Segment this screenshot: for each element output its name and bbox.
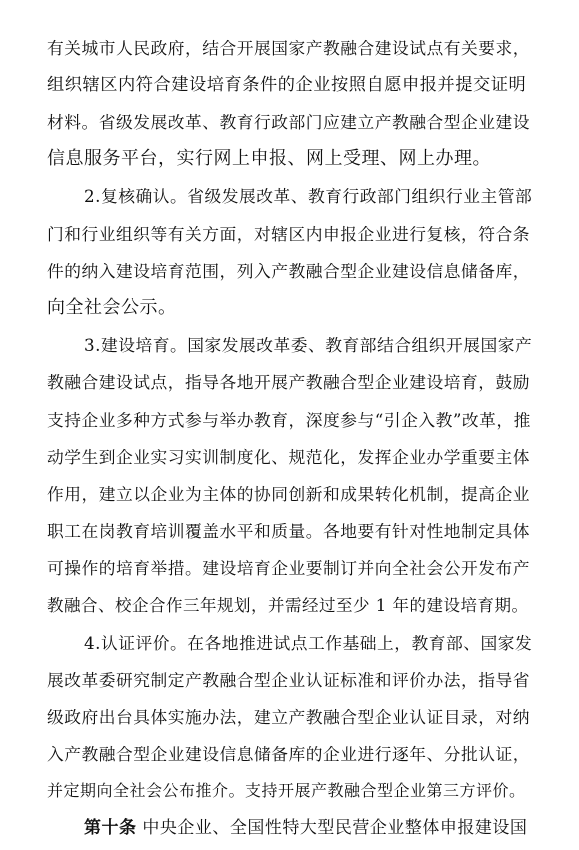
paragraph-4-first-line: 4.认证评价。在各地推进试点工作基础上，教育部、国家发 [84,633,533,653]
text-line: 门和行业组织等有关方面，对辖区内申报企业进行复核，符合条 [47,224,531,244]
text-line: 入产教融合型企业建设信息储备库的企业进行逐年、分批认证， [47,744,531,764]
text-line: 展改革委研究制定产教融合型企业认证标准和评价办法，指导省 [47,670,531,690]
text-line: 支持企业多种方式参与举办教育，深度参与“引企入教”改革，推 [47,410,531,430]
text-line: 动学生到企业实习实训制度化、规范化，发挥企业办学重要主体 [47,447,531,467]
text-line: 教融合、校企合作三年规划，并需经过至少 1 年的建设培育期。 [47,596,529,615]
text-line: 材料。省级发展改革、教育行政部门应建立产教融合型企业建设 [47,112,531,132]
text-line: 件的纳入建设培育范围，列入产教融合型企业建设信息储备库， [47,261,531,281]
paragraph-2-first-line: 2.复核确认。省级发展改革、教育行政部门组织行业主管部 [84,186,533,206]
text-line: 教融合建设试点，指导各地开展产教融合型企业建设培育，鼓励 [47,372,531,392]
text-line: 职工在岗教育培训覆盖水平和质量。各地要有针对性地制定具体 [47,521,531,541]
article-label: 第十条 [84,818,137,838]
text-line: 并定期向全社会公布推介。支持开展产教融合型企业第三方评价。 [47,781,526,800]
text-line: 可操作的培育举措。建设培育企业要制订并向全社会公开发布产 [47,558,531,578]
text-line: 信息服务平台，实行网上申报、网上受理、网上办理。 [47,148,491,169]
paragraph-3-first-line: 3.建设培育。国家发展改革委、教育部结合组织开展国家产 [84,335,533,355]
text-line: 组织辖区内符合建设培育条件的企业按照自愿申报并提交证明 [47,75,527,95]
text-line: 作用，建立以企业为主体的协同创新和成果转化机制，提高企业 [47,484,531,504]
article-10-line [84,816,527,840]
text-line: 有关城市人民政府，结合开展国家产教融合建设试点有关要求， [47,38,531,58]
text-line: 向全社会公示。 [47,297,177,318]
text-line: 级政府出台具体实施办法，建立产教融合型企业认证目录，对纳 [47,707,531,727]
article-text: 中央企业、全国性特大型民营企业整体申报建设国 [142,818,528,838]
